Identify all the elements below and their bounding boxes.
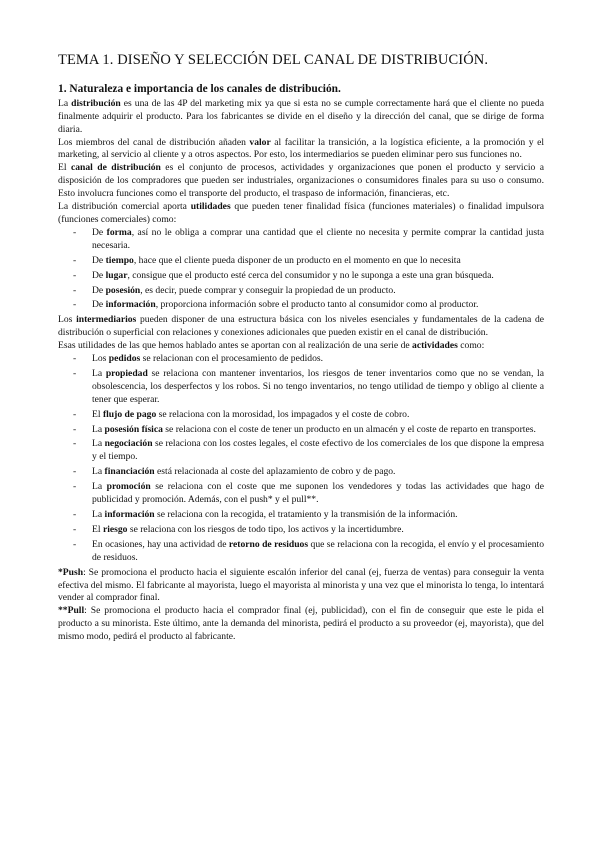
text-run: Esas utilidades de las que hemos hablado antes se aportan con al realización de una serie de [58,340,413,352]
text-run: está relacionada al coste del aplazamiento de cobro y de pago. [154,466,396,478]
term: retorno de residuos [228,538,309,550]
term: forma [106,226,132,238]
text-run: La [58,97,72,109]
text-run: De [92,226,107,238]
term-utilidades: utilidades [190,201,231,213]
list-item [58,424,544,437]
paragraph-canal [58,162,544,201]
utilidades-list [58,227,544,312]
list-item [58,466,544,479]
list-item [58,285,544,298]
text-run: se relaciona con la recogida, el tratamiento y la transmisión de la información. [154,509,458,520]
text-run: como: [457,340,485,352]
text-run: al facilitar la transición, a la logística eficiente, a la promoción y el marketing, al servicio al cliente y a otros aspectos. Por esto, los intermediarios se pueden eliminar pero sus funciones no. [58,136,544,161]
term-distribucion: distribución [71,97,121,109]
page-title: TEMA 1. DISEÑO Y SELECCIÓN DEL CANAL DE DISTRIBUCIÓN. [58,52,489,68]
term-pull: **Pull [58,605,85,617]
text-run: se relacionan con el procesamiento de pedidos. [140,353,324,365]
term-actividades: actividades [412,340,458,352]
text-run: Los [58,314,77,326]
text-run: De [92,254,106,266]
text-run: : Se promociona el producto hacia el comprador final (ej, publicidad), con el fin de conseguir que este le pida el producto a su minorista. Este último, ante la demanda del minorista, pedirá el producto a su proveedor (ej, mayorista), que del mismo modo, pedirá el producto al fabricante. [58,605,544,643]
paragraph-push [58,567,544,606]
list-item [58,270,544,283]
text-run: De [92,269,106,281]
paragraph-pull [58,605,544,644]
text-run: El [92,523,103,535]
term: riesgo [102,523,128,535]
term-push: *Push [58,566,84,578]
list-item [58,481,544,507]
term: promoción [106,481,151,493]
text-run: De [92,299,106,311]
term: pedidos [108,353,141,365]
list-item [58,353,544,366]
list-item [58,227,544,253]
term-intermediarios: intermediarios [76,314,137,326]
text-run: , es decir, puede comprar y conseguir la propiedad de un producto. [140,284,396,296]
text-run: pueden disponer de una estructura básica con los niveles esenciales y fundamentales de la cadena de distribución o superficial con relaciones y conexiones adicionales que pueden existir en el canal de distribución. [58,314,545,339]
text-run: Los miembros del canal de distribución añaden [58,136,250,148]
term: información [104,509,155,520]
text-run: El [58,162,71,174]
paragraph-intermediarios [58,314,544,340]
text-run: Los [92,353,109,365]
list-item [58,524,544,537]
text-run: En ocasiones, hay una actividad de [92,538,229,550]
list-item [58,368,544,407]
list-item [58,539,544,565]
paragraph-valor [58,137,544,163]
term: propiedad [105,367,148,379]
paragraph-utilidades [58,201,544,227]
list-item [58,438,544,464]
term: posesión física [104,423,163,435]
term: lugar [105,269,128,281]
term: información [105,299,156,311]
text-run: La distribución comercial aporta [58,201,191,213]
term: flujo de pago [102,408,157,420]
paragraph-actividades [58,340,544,353]
text-run: El [92,408,103,420]
text-run: La [92,509,105,520]
text-run: De [92,284,106,296]
text-run: La [92,481,107,493]
text-run: es una de las 4P del marketing mix ya que si esta no se cumple correctamente hará que el cliente no pueda finalmente adquirir el producto. Para los fabricantes se divide en el diseño y la dirección del canal, que se dirige de forma diaria. [58,97,544,135]
text-run: , proporciona información sobre el producto tanto al consumidor como al productor. [155,299,479,311]
list-item [58,409,544,422]
paragraph-distribucion [58,98,544,137]
term: tiempo [105,254,134,266]
text-run: La [92,367,106,379]
text-run: que pueden tener finalidad física (funciones materiales) o finalidad impulsora (funciones comerciales) como: [58,201,544,225]
section-title: 1. Naturaleza e importancia de los canales de distribución. [58,82,341,95]
document-page [58,44,544,644]
text-run: La [92,438,105,450]
text-run: , hace que el cliente pueda disponer de un producto en el momento en que lo necesita [133,254,461,266]
list-item [58,299,544,312]
text-run: : Se promociona el producto hacia el siguiente escalón inferior del canal (ej, fuerza de ventas) para conseguir la venta efectiva del mismo. El fabricante al mayorista, luego el mayorista al minorista y una vez que el minorista lo tenga, lo intentará vender al comprador final. [58,566,544,604]
term: posesión [105,284,141,296]
text-run: se relaciona con los riesgos de todo tipo, los activos y la incertidumbre. [127,523,404,535]
text-run: se relaciona con el coste de tener un producto en un almacén y el coste de reparto en transportes. [162,423,536,435]
text-run: La [92,423,105,435]
actividades-list [58,353,544,565]
text-run: es el conjunto de procesos, actividades y organizaciones que ponen el producto y servicio a disposición de los compradores que pueden ser industriales, organizaciones o consumidores finales para su uso o consumo. Esto involucra funciones como el transporte del producto, el traspaso de información, financieras, etc. [58,162,544,200]
term: financiación [104,466,155,478]
list-item [58,509,544,522]
text-run: que se relaciona con la recogida, el envío y el procesamiento de residuos. [92,538,545,563]
list-item [58,255,544,268]
term-valor: valor [249,136,271,148]
text-run: , consigue que el producto esté cerca del consumidor y no le suponga a este una gran búsqueda. [127,269,494,281]
text-run: se relaciona con mantener inventarios, los riesgos de tener inventarios como que no se vendan, la obsolescencia, los desperfectos y los robos. Si no tengo inventarios, no tengo utilidad de tiempo y obligo al cliente a tener que esperar. [92,367,544,405]
text-run: La [92,466,105,478]
text-run: , así no le obliga a comprar una cantidad que el cliente no necesita y permite comprar la cantidad justa necesaria. [92,226,544,251]
text-run: se relaciona con los costes legales, el coste efectivo de los comerciales de los que dispone la empresa y el tiempo. [92,438,544,463]
text-run: se relaciona con el coste que me suponen los vendedores y todas las actividades que hago de publicidad y promoción. Además, con el push* y el pull**. [92,481,544,506]
term-canal: canal de distribución [70,162,161,174]
text-run: se relaciona con la morosidad, los impagados y el coste de cobro. [156,408,410,420]
term: negociación [104,438,153,450]
